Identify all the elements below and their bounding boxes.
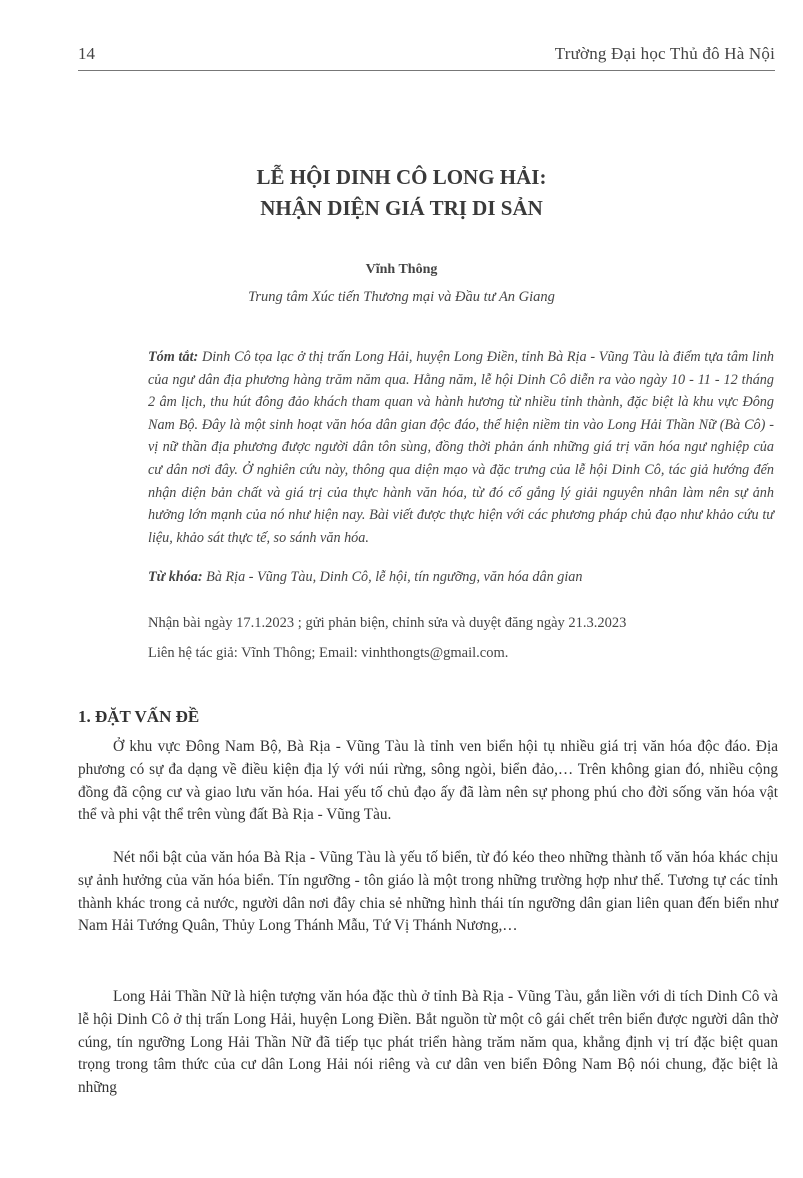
author-affiliation: Trung tâm Xúc tiến Thương mại và Đầu tư An Giang bbox=[248, 289, 555, 305]
body-paragraph-2: Nét nổi bật của văn hóa Bà Rịa - Vũng Tàu là yếu tố biển, từ đó kéo theo những thành tố văn hóa khác chịu sự ảnh hưởng của văn hóa biển. Tín ngưỡng - tôn giáo là một trong những trường hợp như thế. Tương tự các tỉnh thành khác trong cả nước, người dân nơi đây chia sẻ những hình thái tín ngưỡng dân gian liên quan đến biển như Nam Hải Tướng Quân, Thủy Long Thánh Mẫu, Tứ Vị Thánh Nương,… bbox=[78, 849, 778, 935]
body-paragraph-1: Ở khu vực Đông Nam Bộ, Bà Rịa - Vũng Tàu là tỉnh ven biển hội tụ nhiều giá trị văn hóa độc đáo. Địa phương có sự đa dạng về điều kiện địa lý với núi rừng, sông ngòi, biển đảo,… Trên không gian đó, nhiều cộng đồng đã cộng cư và giao lưu văn hóa. Hai yếu tố chủ đạo ấy đã làm nên sự phong phú cho đời sống văn hóa vật thể và phi vật thể trên vùng đất Bà Rịa - Vũng Tàu. bbox=[78, 738, 778, 824]
keywords-label: Từ khóa: bbox=[148, 569, 203, 585]
title-line-1: LỄ HỘI DINH CÔ LONG HẢI: bbox=[256, 165, 547, 189]
body-paragraph-3: Long Hải Thần Nữ là hiện tượng văn hóa đặc thù ở tỉnh Bà Rịa - Vũng Tàu, gắn liền với di tích Dinh Cô và lễ hội Dinh Cô ở thị trấn Long Hải, huyện Long Điền. Bắt nguồn từ một cô gái chết trên biển được người dân thờ cúng, tín ngưỡng Long Hải Thần Nữ đã tiếp tục phát triển hàng trăm năm qua, khẳng định vị trí đặc biệt quan trọng trong tâm thức của cư dân Long Hải nói riêng và cư dân ven biển Đông Nam Bộ nói chung, đặc biệt là những bbox=[78, 988, 778, 1097]
journal-name: Trường Đại học Thủ đô Hà Nội bbox=[554, 44, 775, 63]
keywords bbox=[148, 569, 774, 586]
keywords-text: Bà Rịa - Vũng Tàu, Dinh Cô, lễ hội, tín ngưỡng, văn hóa dân gian bbox=[202, 569, 583, 585]
abstract-text: Dinh Cô tọa lạc ở thị trấn Long Hải, huyện Long Điền, tỉnh Bà Rịa - Vũng Tàu là điểm tựa tâm linh của ngư dân địa phương hàng trăm năm qua. Hằng năm, lễ hội Dinh Cô diễn ra vào ngày 10 - 11 - 12 tháng 2 âm lịch, thu hút đông đảo khách tham quan và hành hương từ nhiều tỉnh thành, đặc biệt là khu vực Đông Nam Bộ. Đây là một sinh hoạt văn hóa dân gian độc đáo, thể hiện niềm tin vào Long Hải Thần Nữ (Bà Cô) - vị nữ thần địa phương được người dân tôn sùng, đồng thời phản ánh những giá trị văn hóa ngư nghiệp của cư dân nơi đây. Ở nghiên cứu này, thông qua diện mạo và đặc trưng của lễ hội Dinh Cô, tác giả hướng đến nhận diện bản chất và giá trị của thực hành văn hóa, từ đó cố gắng lý giải nguyên nhân làm nên sự ảnh hưởng lớn mạnh của nó như hiện nay. Bài viết được thực hiện với các phương pháp chủ đạo như khảo cứu tư liệu, khảo sát thực tế, so sánh văn hóa. bbox=[148, 349, 775, 546]
page-header bbox=[78, 44, 775, 74]
author-name: Vĩnh Thông bbox=[365, 262, 438, 277]
title-line-2: NHẬN DIỆN GIÁ TRỊ DI SẢN bbox=[260, 196, 543, 220]
abstract-label: Tóm tắt: bbox=[148, 349, 199, 365]
header-rule bbox=[78, 70, 775, 71]
author-contact: Liên hệ tác giả: Vĩnh Thông; Email: vinhthongts@gmail.com. bbox=[148, 645, 509, 661]
section-heading: 1. ĐẶT VẤN ĐỀ bbox=[78, 707, 200, 726]
page-number: 14 bbox=[78, 44, 95, 63]
article-title bbox=[0, 162, 803, 224]
received-dates: Nhận bài ngày 17.1.2023 ; gửi phản biện, chỉnh sửa và duyệt đăng ngày 21.3.2023 bbox=[148, 615, 627, 631]
abstract bbox=[148, 346, 774, 549]
